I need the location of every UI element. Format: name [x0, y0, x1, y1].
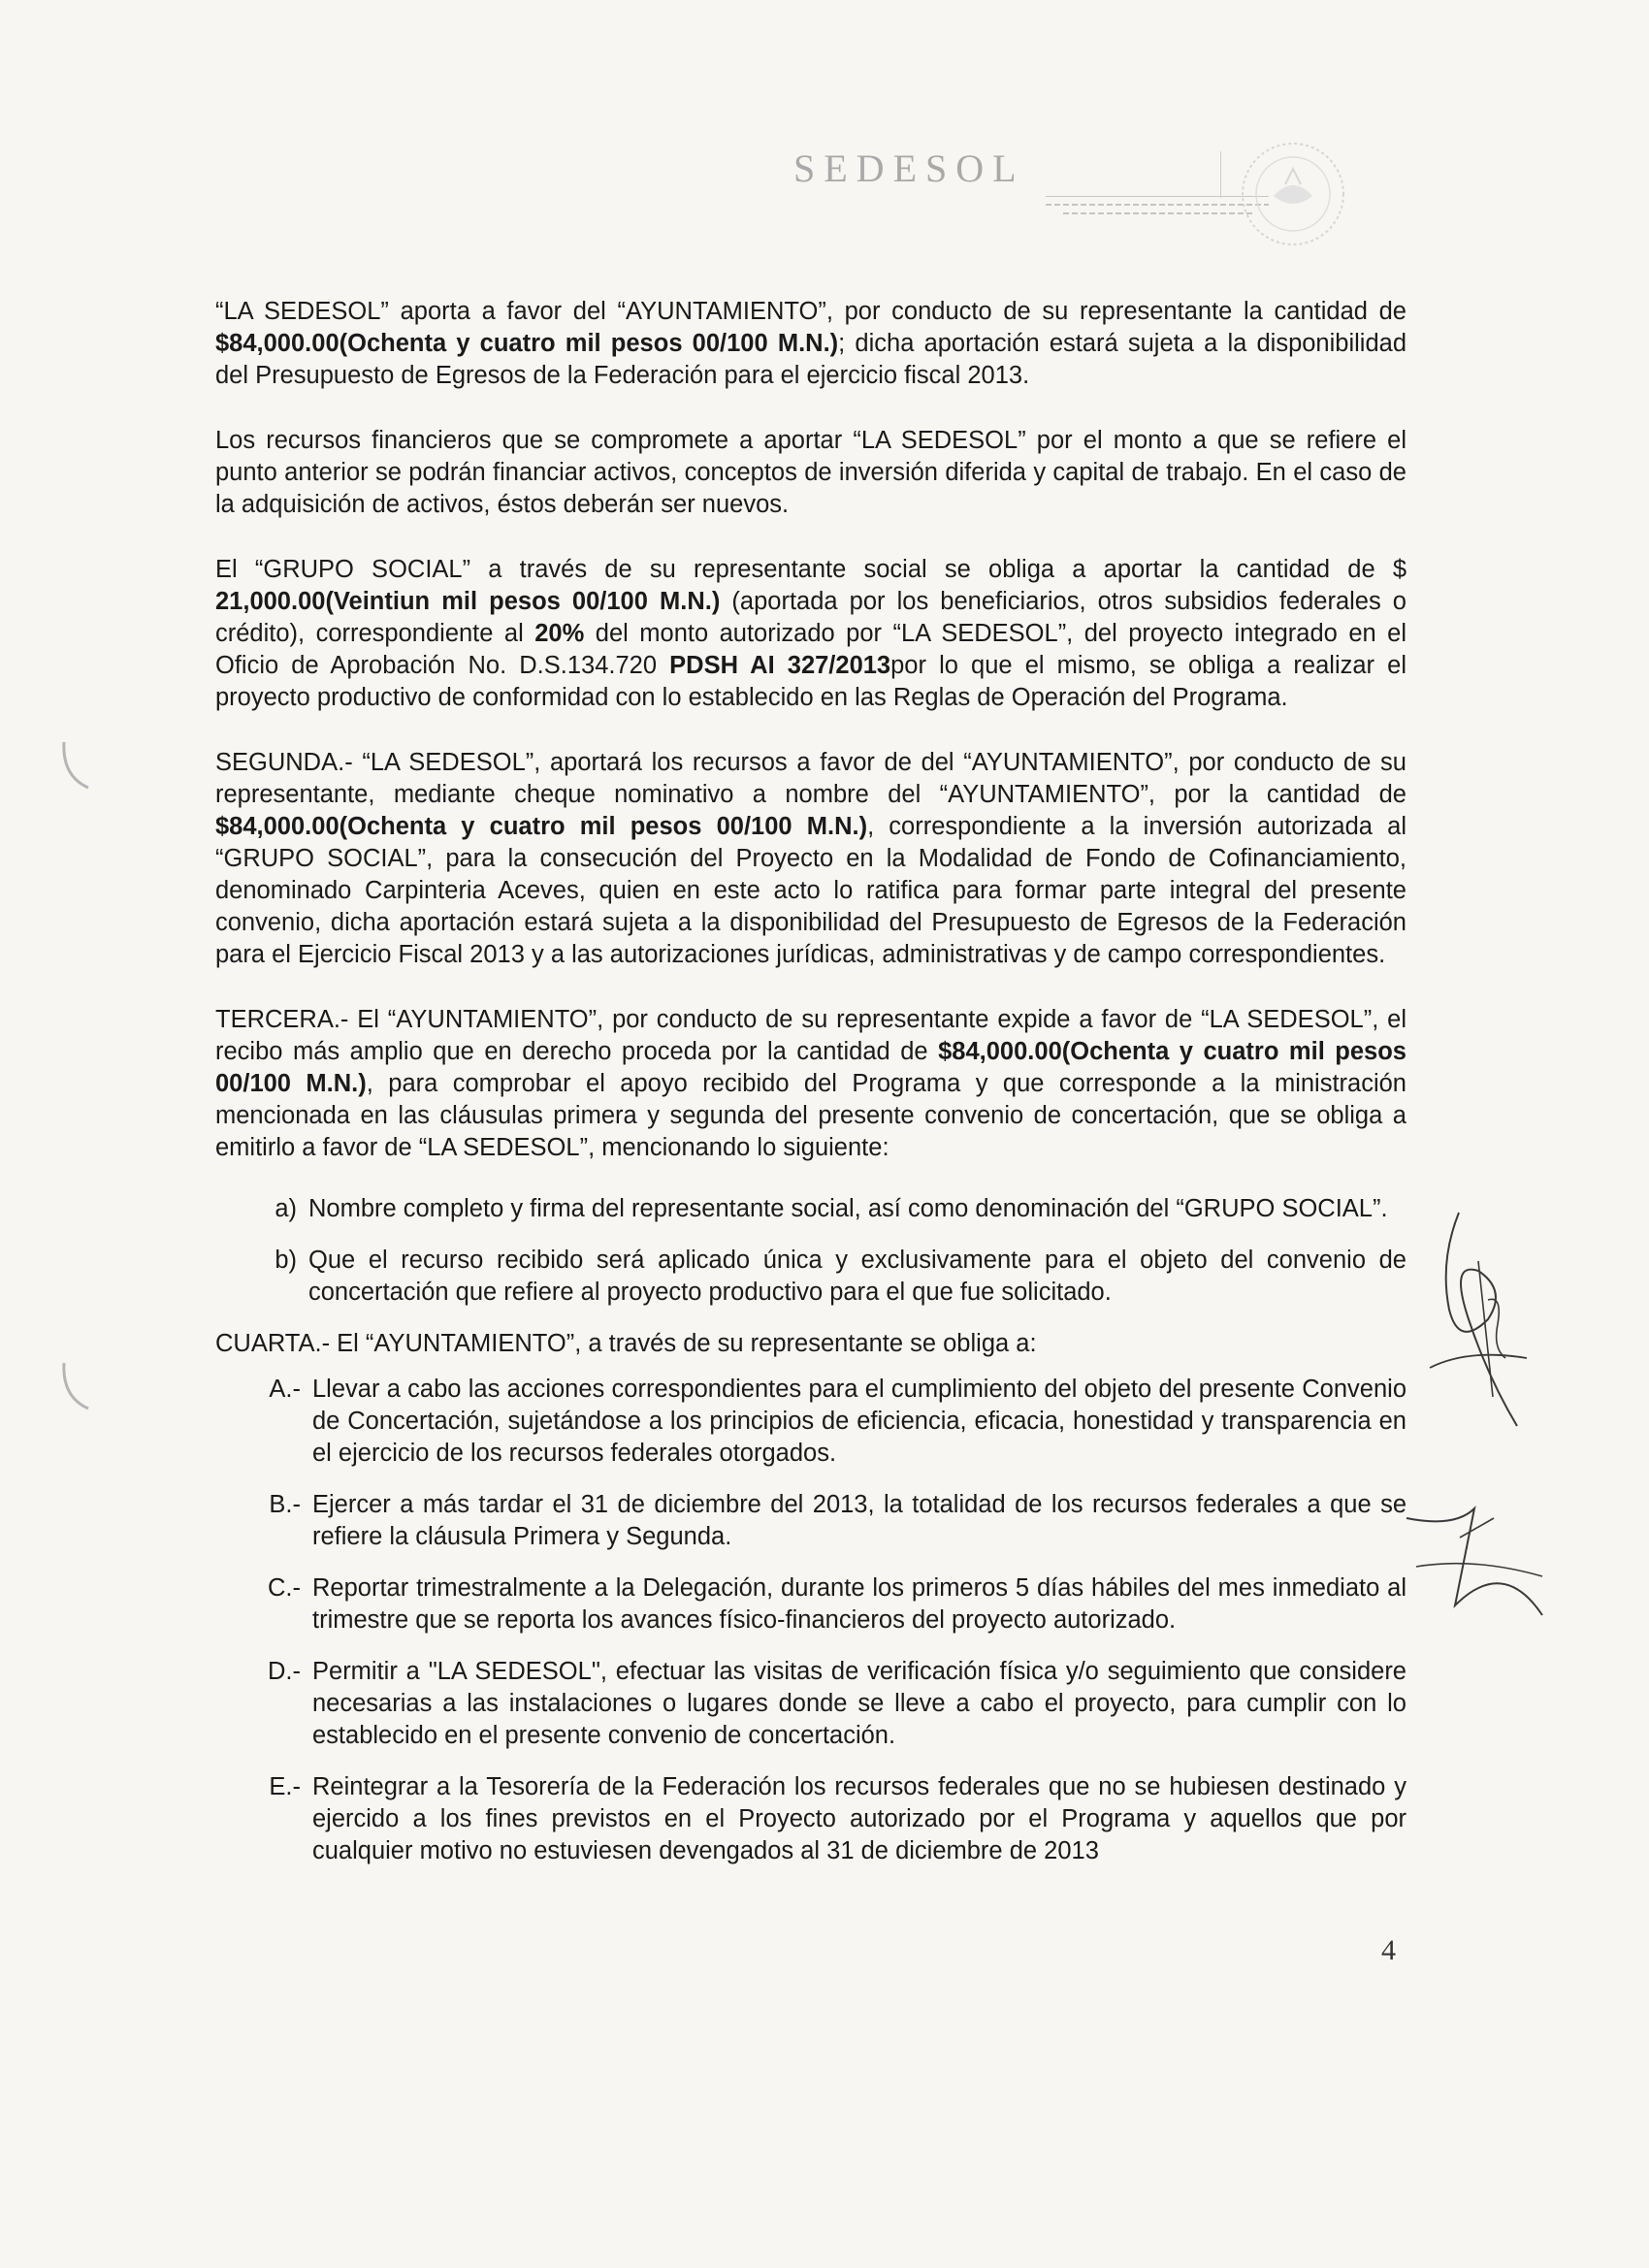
- list-item-text: Llevar a cabo las acciones correspondientes para el cumplimiento del objeto del presente Convenio de Concertación, sujetándose a los principios de eficiencia, eficacia, honestidad y transparencia en el ejercicio de los recursos federales otorgados.: [312, 1376, 1406, 1467]
- clause-tercera: [215, 1004, 1406, 1164]
- clause-segunda: [215, 747, 1406, 971]
- list-item: [215, 1572, 1406, 1636]
- list-item: [215, 1193, 1406, 1225]
- list-marker: A.-: [269, 1376, 301, 1403]
- list-item-text: Ejercer a más tardar el 31 de diciembre del 2013, la totalidad de los recursos federales a que se refiere la cláusula Primera y Segunda.: [312, 1491, 1406, 1550]
- text-run: del monto autorizado por “LA SEDESOL”, del proyecto integrado en el Oficio de Aprobación No. D.S.134.720: [215, 620, 1406, 679]
- text-run: El “GRUPO SOCIAL” a través de su representante social se obliga a aportar la cantidad de $: [215, 556, 1406, 583]
- punch-hole-arc-icon: [54, 737, 93, 795]
- text-run: , correspondiente a la inversión autorizada al “GRUPO SOCIAL”, para la consecución del Proyecto en la Modalidad de Fondo de Cofinanciamiento, denominado Carpinteria Aceves, quien en este acto lo ratifica para formar parte integral del presente convenio, dicha aportación estará sujeta a la disponibilidad del Presupuesto de Egresos de la Federación para el Ejercicio Fiscal 2013 y a las autorizaciones jurídicas, administrativas y de campo correspondientes.: [215, 813, 1406, 968]
- list-marker: B.-: [269, 1491, 301, 1518]
- list-item-text: Reintegrar a la Tesorería de la Federación los recursos federales que no se hubiesen destinado y ejercido a los fines previstos en el Proyecto autorizado por el Programa y aquellos que por cualquier motivo no estuviesen devengados al 31 de diciembre de 2013: [312, 1773, 1406, 1864]
- list-marker: b): [275, 1247, 297, 1274]
- text-run: , para comprobar el apoyo recibido del Programa y que corresponde a la ministración mencionada en las cláusulas primera y segunda del presente convenio de concertación, que se obliga a emitirlo a favor de “LA SEDESOL”, mencionando lo siguiente:: [215, 1070, 1406, 1161]
- punch-hole-arc-icon: [54, 1358, 93, 1416]
- page-number: 4: [1381, 1934, 1396, 1966]
- list-item-text: Reportar trimestralmente a la Delegación, durante los primeros 5 días hábiles del mes inmediato al trimestre que se reporta los avances físico-financieros del proyecto autorizado.: [312, 1574, 1406, 1634]
- logo-divider: [1220, 151, 1221, 198]
- sedesol-logo: [793, 146, 1366, 243]
- cuarta-list: [215, 1374, 1406, 1867]
- text-run: TERCERA.- El “AYUNTAMIENTO”, por conducto de su representante expide a favor de “LA SEDESOL”, el recibo más amplio que en derecho proceda por la cantidad de: [215, 1006, 1406, 1065]
- text-run: ; dicha aportación estará sujeta a la disponibilidad del Presupuesto de Egresos de la Federación para el ejercicio fiscal 2013.: [215, 330, 1407, 389]
- bold-percent: 20%: [534, 620, 585, 647]
- bold-amount: $84,000.00(Ochenta y cuatro mil pesos 00/100 M.N.): [215, 813, 868, 840]
- signature-icon: [1397, 1499, 1552, 1635]
- bold-amount: $84,000.00(Ochenta y cuatro mil pesos 00/100 M.N.): [215, 330, 839, 357]
- list-item: [215, 1374, 1406, 1470]
- list-item: [215, 1771, 1406, 1867]
- paragraph-grupo-social: [215, 554, 1406, 714]
- list-marker: a): [275, 1195, 297, 1222]
- text-run: por lo que el mismo, se obliga a realizar el proyecto productivo de conformidad con lo establecido en las Reglas de Operación del Programa.: [215, 652, 1406, 711]
- list-item: [215, 1656, 1406, 1752]
- paragraph-recursos-financieros: Los recursos financieros que se compromete a aportar “LA SEDESOL” por el monto a que se refiere el punto anterior se podrán financiar activos, conceptos de inversión diferida y capital de trabajo. En el caso de la adquisición de activos, éstos deberán ser nuevos.: [215, 427, 1406, 518]
- document-body: [215, 296, 1406, 1887]
- paragraph-aportacion-sedesol: [215, 296, 1406, 392]
- seal-icon: [1235, 136, 1351, 252]
- list-marker: D.-: [268, 1658, 301, 1685]
- list-item: [215, 1245, 1406, 1309]
- list-marker: E.-: [269, 1773, 301, 1800]
- text-run: (aportada por los beneficiarios, otros subsidios federales o crédito), correspondiente al: [215, 588, 1406, 647]
- logo-text: SEDESOL: [793, 146, 1025, 190]
- bold-amount: $84,000.00(Ochenta y cuatro mil pesos 00/100 M.N.): [215, 1038, 1406, 1097]
- list-marker: C.-: [268, 1574, 301, 1602]
- signature-icon: [1420, 1203, 1536, 1445]
- clause-cuarta-heading: CUARTA.- El “AYUNTAMIENTO”, a través de su representante se obliga a:: [215, 1330, 1037, 1357]
- list-item-text: Que el recurso recibido será aplicado única y exclusivamente para el objeto del convenio de concertación que refiere al proyecto productivo para el que fue solicitado.: [308, 1247, 1406, 1306]
- bold-amount: 21,000.00(Veintiun mil pesos 00/100 M.N.): [215, 588, 721, 615]
- text-run: “LA SEDESOL” aporta a favor del “AYUNTAMIENTO”, por conducto de su representante la cantidad de: [215, 298, 1406, 325]
- bold-oficio: PDSH AI 327/2013: [669, 652, 891, 679]
- list-item-text: Nombre completo y firma del representante social, así como denominación del “GRUPO SOCIAL”.: [308, 1195, 1388, 1222]
- list-item-text: Permitir a "LA SEDESOL", efectuar las visitas de verificación física y/o seguimiento que considere necesarias a las instalaciones o lugares donde se lleve a cabo el proyecto, para cumplir con lo establecido en el presente convenio de concertación.: [312, 1658, 1406, 1749]
- tercera-list: [215, 1193, 1406, 1309]
- list-item: [215, 1489, 1406, 1553]
- text-run: SEGUNDA.- “LA SEDESOL”, aportará los recursos a favor de del “AYUNTAMIENTO”, por conducto de su representante, mediante cheque nominativo a nombre del “AYUNTAMIENTO”, por la cantidad de: [215, 749, 1406, 808]
